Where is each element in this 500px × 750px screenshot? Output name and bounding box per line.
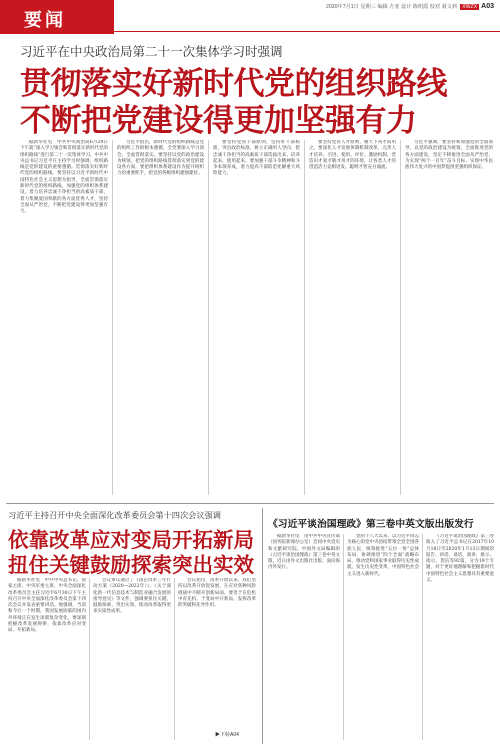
article1-headline-line1: 贯彻落实好新时代党的组织路线: [20, 66, 447, 101]
article1-kicker: 习近平在中央政治局第二十一次集体学习时强调: [20, 45, 283, 59]
article1-headline-line2: 不断把党建设得更加坚强有力: [20, 103, 417, 138]
article2-paragraph: 会议审议通过了《国企改革三年行动方案（2020—2022年）》、《关于深化新一代信息技术与制造业融合发展的指导意见》等文件，强调要扭住关键、鼓励探索、突出实效，推动改革取得更多实质性成果。: [93, 578, 171, 615]
column-divider: [422, 534, 423, 740]
article3-column-2: [347, 534, 419, 740]
column-divider: [112, 140, 113, 495]
article1-column-3: [213, 140, 300, 495]
article3-column-1: [268, 534, 340, 740]
article1-paragraph: 习近平强调，要坚持和加强党的全面领导，以党的政治建设为统领，全面推进党的各方面建设，坚定不移推进全面从严治党，为实现“两个一百年”奋斗目标、实现中华民族伟大复兴的中国梦提供坚强组织保证。: [405, 140, 493, 171]
column-divider: [304, 140, 305, 495]
section-title: 要闻: [24, 10, 66, 31]
article1-paragraph: 据新华社电 中共中央政治局6月29日下午就“深入学习领会和贯彻落实新时代党的组织路线”进行第二十一次集体学习。中共中央总书记习近平在主持学习时强调，组织路线是党的建设的重要遵循。贯彻落实好新时代党的组织路线，要坚持以习近平新时代中国特色社会主义思想为指导，全面贯彻落实新时代党的组织路线，加强党的组织体系建设，着力培养忠诚干净担当的高素质干部，着力集聚爱国奉献的各方面优秀人才，坚持全面从严治党，不断把党建设得更加坚强有力。: [20, 140, 108, 215]
column-divider: [400, 140, 401, 495]
article2-paragraph: 会议指出，改革开放以来，我们坚持以改革开放促发展，在应对各种风险挑战中不断开创新局面。要善于在危机中育先机、于变局中开新局，发挥改革的突破和先导作用。: [178, 578, 256, 609]
section-divider: [6, 503, 494, 504]
article2-column-1: [8, 578, 86, 740]
column-divider: [89, 578, 90, 740]
article1-paragraph: 习近平指出，新时代党的组织路线是党的组织工作的根本遵循，全党要深入学习领会、全面贯彻落实。要坚持以党的政治建设为统领，把党的组织路线贯彻落实到党的建设各方面。要把组织体系建设作为提升组织力的重要抓手，把党的各级组织建强建好。: [117, 140, 204, 177]
section-code: XWZX: [462, 4, 478, 10]
article1-column-2: [117, 140, 204, 495]
header-rule: [114, 31, 500, 32]
masthead: [0, 0, 500, 34]
article3-paragraph: 《习近平谈治国理政》第三卷收入了习近平总书记在2017年10月18日至2020年1月13日期间的报告、讲话、谈话、演讲、批示、指示、贺信等92篇，分为19个专题，对于更好地理解和把握新时代中国特色社会主义思想具有重要意义。: [426, 534, 494, 584]
continued-marker: ▶下转A04: [215, 732, 239, 738]
article2-headline-line2: 扭住关键鼓励探索突出实效: [8, 554, 254, 577]
column-divider: [208, 140, 209, 495]
article2-kicker: 习近平主持召开中央全面深化改革委员会第十四次会议强调: [8, 511, 221, 520]
article1-paragraph: 要坚持党管干部原则，坚持好干部标准，突出政治标准，树立正确用人导向，把忠诚干净担当的高素质干部选拔出来、培养起来、使用起来。要加强干部斗争精神和斗争本领养成，着力提高干部防范化解重大风险能力。: [213, 140, 300, 177]
article2-paragraph: 据新华社电 中共中央总书记、国家主席、中央军委主席、中央全面深化改革委员会主任习近平6月30日下午主持召开中央全面深化改革委员会第十四次会议并发表重要讲话。他强调，当前和今后一个时期，我国发展面临的国内外环境正在发生深刻复杂变化，要深刻把握改革发展规律，依靠改革应对变局、开拓新局。: [8, 578, 86, 634]
article3-paragraph: 据新华社电 由中共中央宣传部（国务院新闻办公室）会同中央党史和文献研究院、中国外文局编辑的《习近平谈治国理政》第三卷中英文版，近日由外文出版社出版，面向海内外发行。: [268, 534, 340, 571]
section-vertical-divider: [262, 508, 263, 744]
article1-column-4: [309, 140, 396, 495]
article2-column-2: [93, 578, 171, 740]
article2-headline-line1: 依靠改革应对变局开拓新局: [8, 529, 254, 552]
article2-column-3: [178, 578, 256, 728]
article1-column-1: [20, 140, 108, 495]
article3-headline: 《习近平谈治国理政》第三卷中英文版出版发行: [268, 519, 474, 530]
article1-paragraph: 要坚持党管人才原则，聚天下英才而用之。要深化人才发展体制机制改革，完善人才培养、引进、使用、评价、激励机制，营造识才爱才敬才用才的环境，让各类人才的创造活力竞相迸发、聪明才智充分涌流。: [309, 140, 396, 171]
page-number: A03: [481, 3, 494, 10]
header-info: [326, 3, 494, 10]
column-divider: [343, 534, 344, 740]
issue-info: 2020年7月1日 星期三 编辑 方亚 设计 陈明霞 校对 聂文莉: [326, 4, 458, 10]
section-banner: [0, 0, 114, 34]
article1-column-5: [405, 140, 493, 495]
article3-column-3: [426, 534, 494, 740]
column-divider: [174, 578, 175, 740]
article3-paragraph: 党的十八大以来，以习近平同志为核心的党中央团结带领全党全国各族人民，统筹推进“五位一体”总体布局、协调推进“四个全面”战略布局，推动党和国家事业取得历史性成就、发生历史性变革，中国特色社会主义进入新时代。: [347, 534, 419, 577]
